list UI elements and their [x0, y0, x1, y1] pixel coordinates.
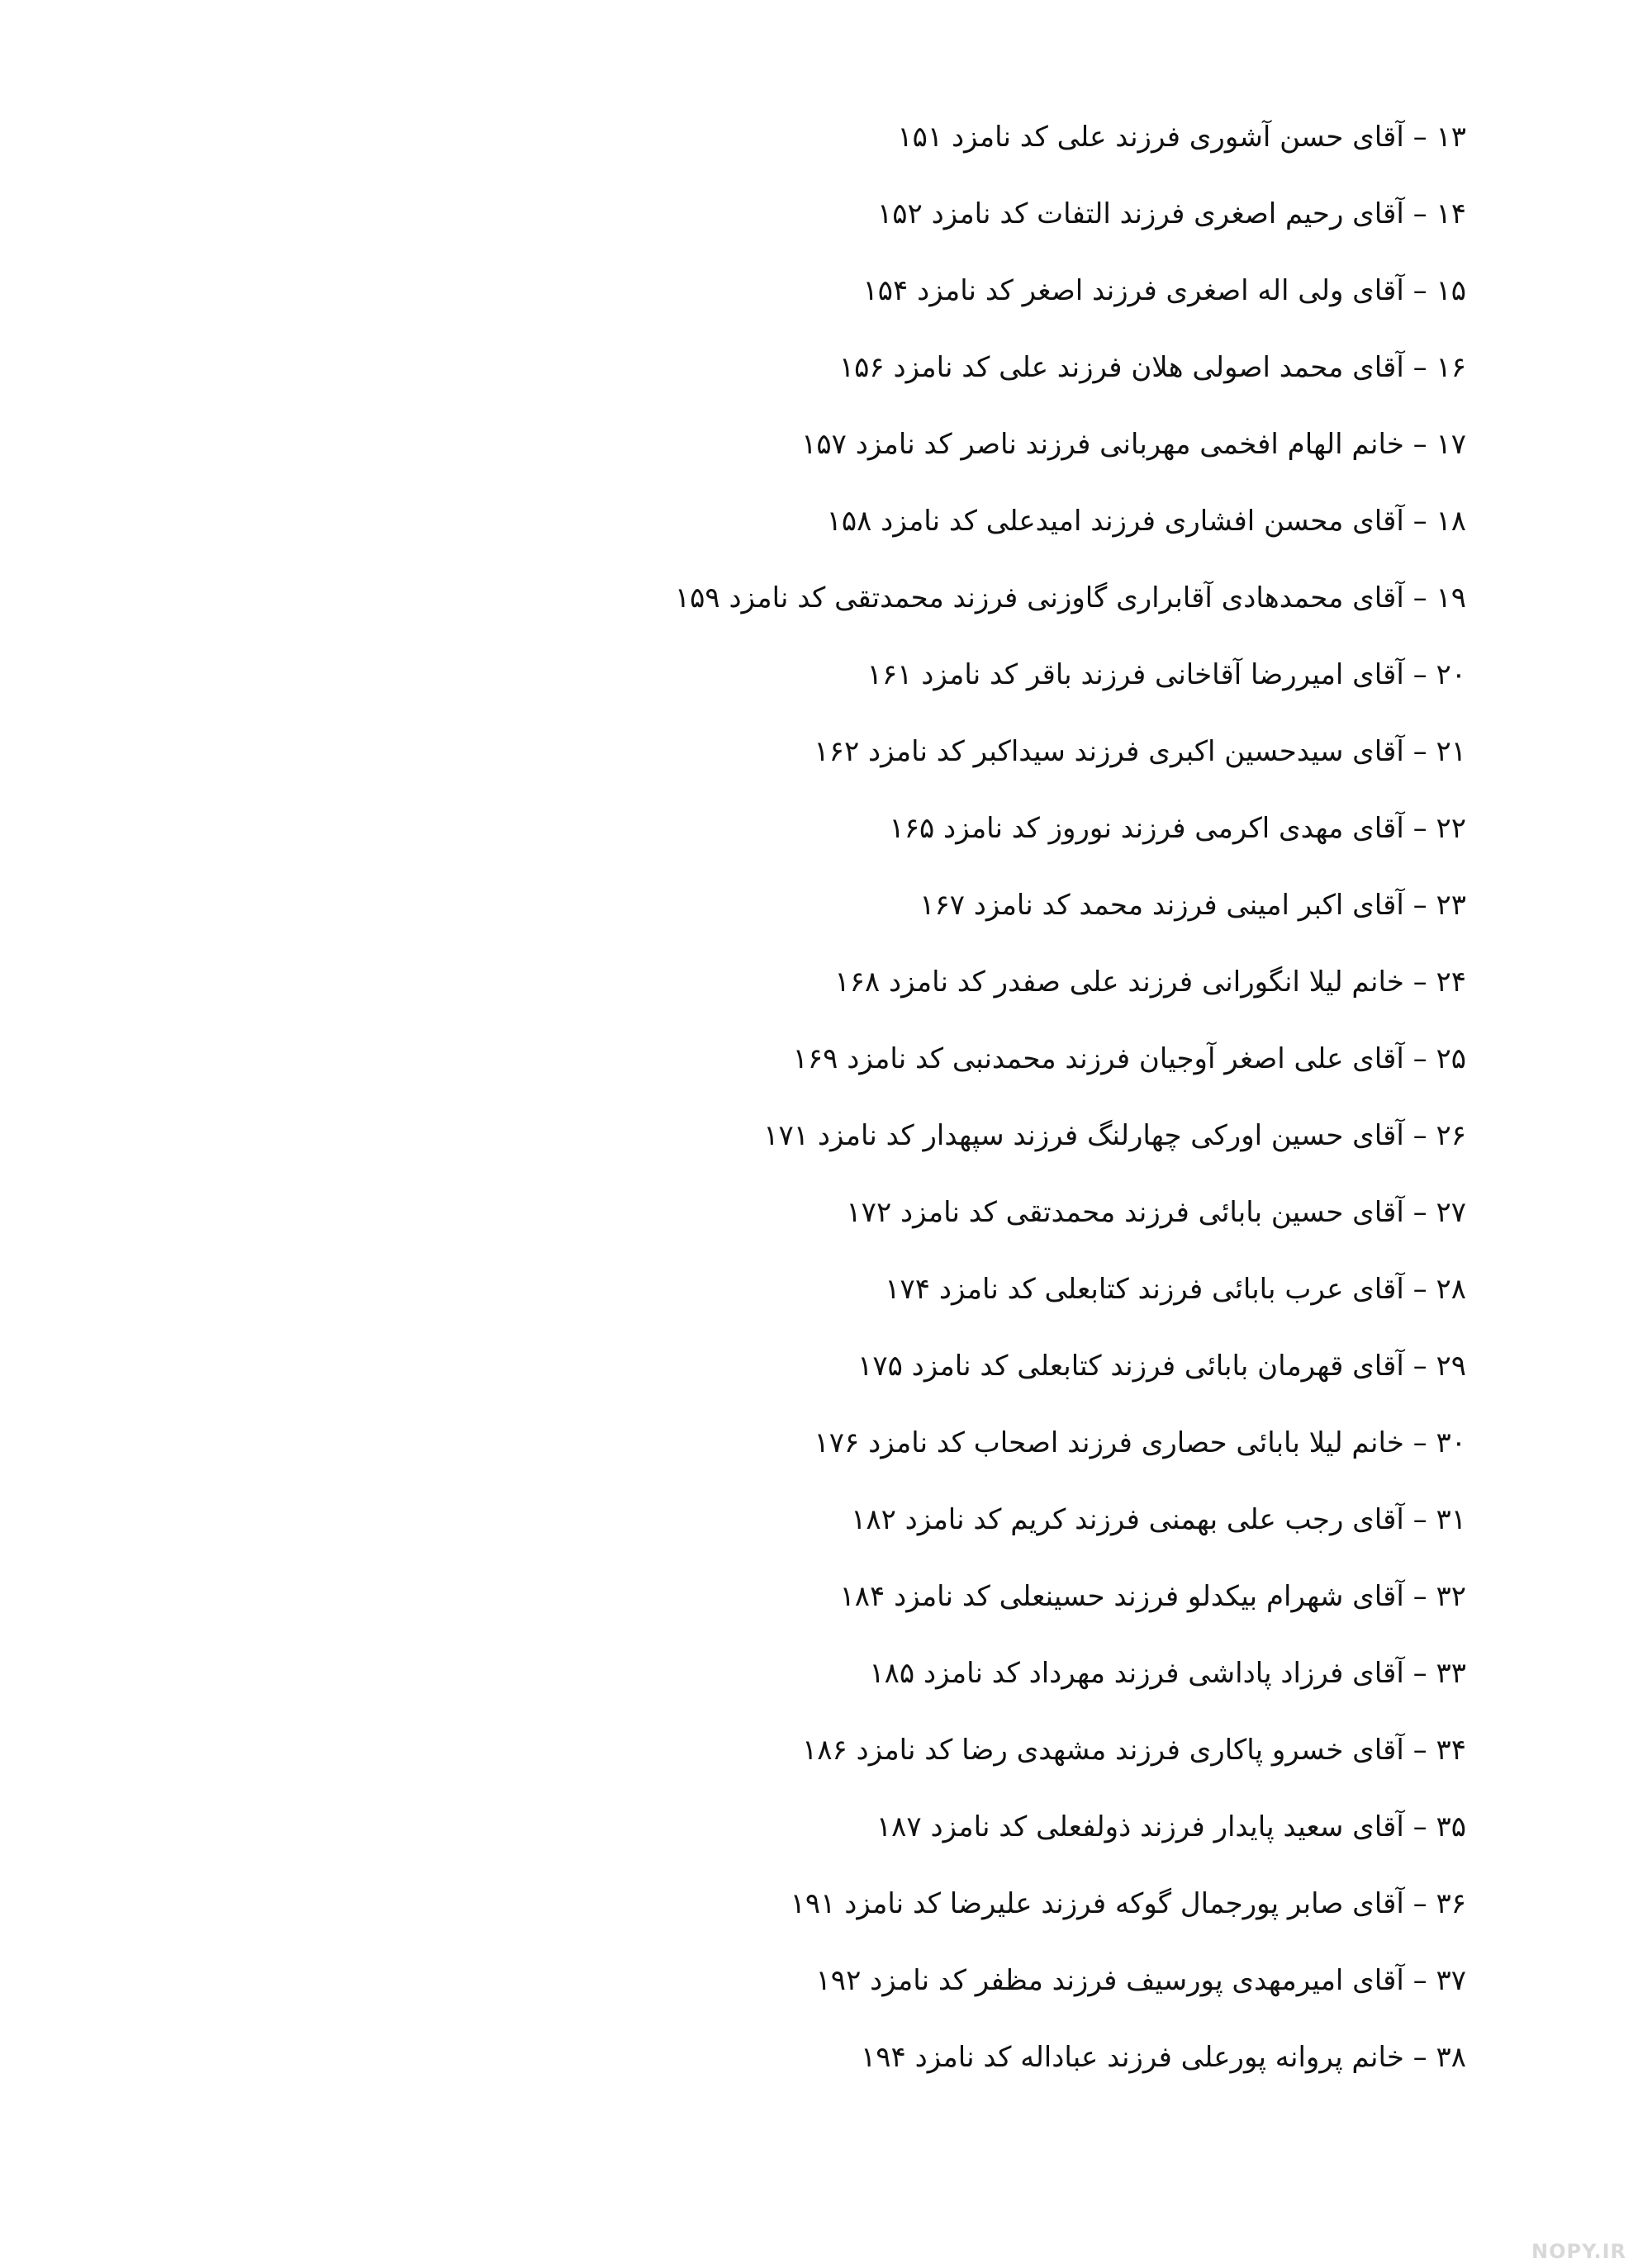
candidate-entry: ۲۲ – آقای مهدی اکرمی فرزند نوروز کد نامزد ۱۶۵ [889, 812, 1466, 845]
candidate-entry: ۳۶ – آقای صابر پورجمال گوکه فرزند علیرضا کد نامزد ۱۹۱ [790, 1887, 1466, 1920]
candidate-entry: ۱۷ – خانم الهام افخمی مهربانی فرزند ناصر کد نامزد ۱۵۷ [801, 428, 1466, 461]
candidate-entry: ۳۱ – آقای رجب علی بهمنی فرزند کریم کد نامزد ۱۸۲ [851, 1503, 1466, 1536]
watermark: NOPY.IR [1531, 2240, 1626, 2263]
candidate-entry: ۳۳ – آقای فرزاد پاداشی فرزند مهرداد کد نامزد ۱۸۵ [869, 1657, 1466, 1690]
candidate-entry: ۳۰ – خانم لیلا بابائی حصاری فرزند اصحاب کد نامزد ۱۷۶ [814, 1426, 1466, 1459]
candidate-entry: ۲۷ – آقای حسین بابائی فرزند محمدتقی کد نامزد ۱۷۲ [846, 1196, 1466, 1229]
candidate-list [310, 112, 1466, 2109]
candidate-entry: ۱۴ – آقای رحیم اصغری فرزند التفات کد نامزد ۱۵۲ [876, 197, 1466, 230]
candidate-entry: ۱۶ – آقای محمد اصولی هلان فرزند علی کد نامزد ۱۵۶ [838, 351, 1466, 384]
candidate-entry: ۳۲ – آقای شهرام بیکدلو فرزند حسینعلی کد نامزد ۱۸۴ [839, 1580, 1466, 1613]
candidate-entry: ۲۰ – آقای امیررضا آقاخانی فرزند باقر کد نامزد ۱۶۱ [866, 658, 1466, 691]
candidate-entry: ۲۳ – آقای اکبر امینی فرزند محمد کد نامزد ۱۶۷ [919, 889, 1466, 922]
candidate-entry: ۲۹ – آقای قهرمان بابائی فرزند کتابعلی کد نامزد ۱۷۵ [857, 1350, 1466, 1383]
candidate-entry: ۱۸ – آقای محسن افشاری فرزند امیدعلی کد نامزد ۱۵۸ [826, 505, 1466, 538]
candidate-entry: ۱۵ – آقای ولی اله اصغری فرزند اصغر کد نامزد ۱۵۴ [862, 274, 1466, 307]
candidate-entry: ۱۹ – آقای محمدهادی آقابراری گاوزنی فرزند محمدتقی کد نامزد ۱۵۹ [674, 581, 1466, 614]
candidate-entry: ۳۸ – خانم پروانه پورعلی فرزند عباداله کد نامزد ۱۹۴ [861, 2041, 1466, 2074]
candidate-entry: ۳۵ – آقای سعید پایدار فرزند ذولفعلی کد نامزد ۱۸۷ [876, 1810, 1466, 1843]
candidate-entry: ۲۱ – آقای سیدحسین اکبری فرزند سیداکبر کد نامزد ۱۶۲ [814, 735, 1466, 768]
candidate-entry: ۲۴ – خانم لیلا انگورانی فرزند علی صفدر کد نامزد ۱۶۸ [834, 966, 1466, 999]
candidate-entry: ۲۸ – آقای عرب بابائی فرزند کتابعلی کد نامزد ۱۷۴ [885, 1273, 1466, 1306]
candidate-entry: ۲۶ – آقای حسین اورکی چهارلنگ فرزند سپهدار کد نامزد ۱۷۱ [763, 1119, 1466, 1152]
candidate-entry: ۳۷ – آقای امیرمهدی پورسیف فرزند مظفر کد نامزد ۱۹۲ [815, 1964, 1466, 1997]
candidate-entry: ۲۵ – آقای علی اصغر آوجیان فرزند محمدنبی کد نامزد ۱۶۹ [792, 1042, 1466, 1075]
candidate-entry: ۱۳ – آقای حسن آشوری فرزند علی کد نامزد ۱۵۱ [897, 121, 1466, 154]
candidate-entry: ۳۴ – آقای خسرو پاکاری فرزند مشهدی رضا کد نامزد ۱۸۶ [801, 1734, 1466, 1767]
